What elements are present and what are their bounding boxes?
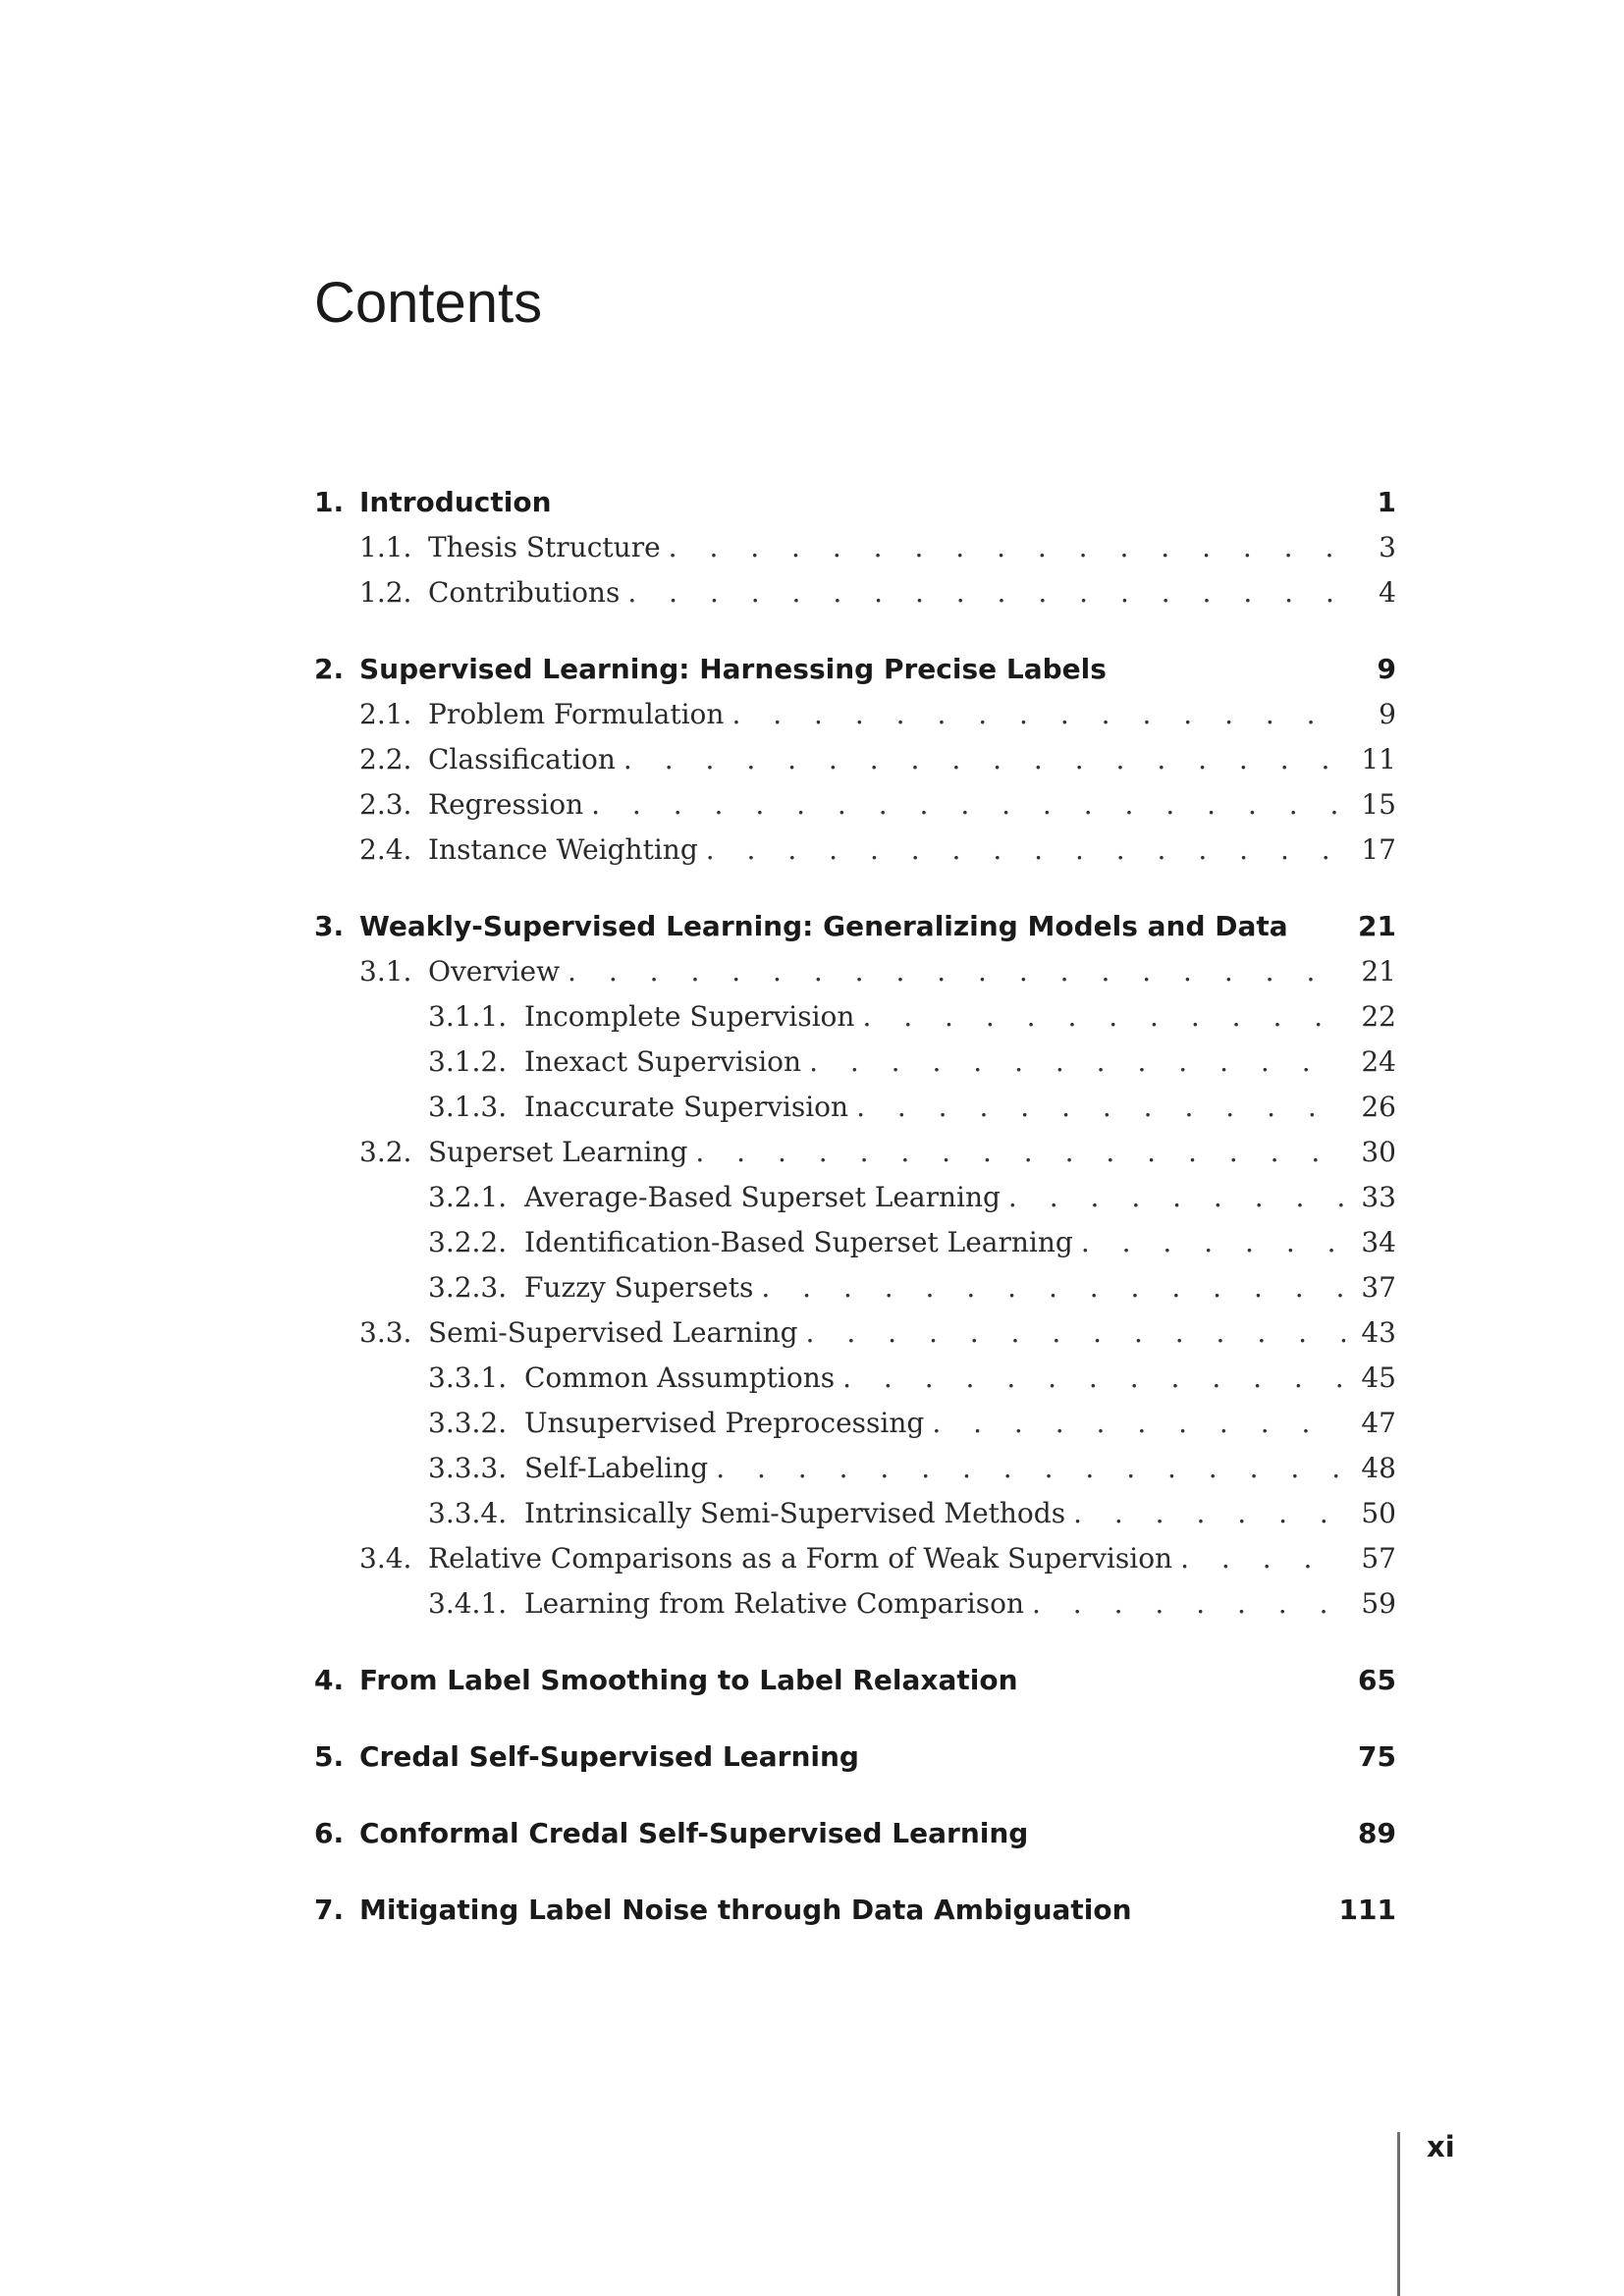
subsection-page: 26 (1361, 1091, 1396, 1123)
toc-section[interactable] (314, 576, 1396, 621)
section-number: 2.1. (359, 698, 412, 730)
toc-chapter[interactable] (314, 1817, 1396, 1862)
subsection-page: 50 (1361, 1497, 1396, 1529)
dot-leader (708, 1452, 1345, 1484)
section-page: 17 (1361, 833, 1396, 866)
chapter-page: 65 (1358, 1664, 1396, 1696)
dot-leader (698, 833, 1345, 866)
dot-leader (1073, 1226, 1345, 1258)
dot-leader (1024, 1587, 1345, 1620)
subsection-title: Inaccurate Supervision (524, 1091, 849, 1123)
dot-leader (835, 1362, 1345, 1394)
chapter-page: 89 (1358, 1817, 1396, 1849)
dot-leader (924, 1407, 1345, 1439)
toc-chapter[interactable] (314, 653, 1396, 698)
section-title: Regression (428, 788, 584, 821)
chapter-number: 2. (314, 653, 345, 685)
subsection-title: Average-Based Superset Learning (524, 1181, 1001, 1213)
toc-section[interactable] (314, 698, 1396, 743)
chapter-number: 4. (314, 1664, 345, 1696)
section-page: 15 (1361, 788, 1396, 821)
chapter-page: 9 (1377, 653, 1396, 685)
chapter-title: Mitigating Label Noise through Data Ambiguation (359, 1894, 1132, 1926)
subsection-title: Incomplete Supervision (524, 1000, 855, 1033)
section-page: 21 (1361, 955, 1396, 988)
subsection-title: Inexact Supervision (524, 1045, 802, 1078)
subsection-page: 59 (1361, 1587, 1396, 1620)
chapter-number: 5. (314, 1740, 345, 1773)
subsection-number: 3.2.2. (428, 1226, 508, 1258)
section-title: Relative Comparisons as a Form of Weak Supervision (428, 1542, 1173, 1575)
toc-subsection[interactable] (314, 1497, 1396, 1542)
table-of-contents (314, 486, 1396, 1939)
subsection-page: 47 (1361, 1407, 1396, 1439)
page-number: xi (1427, 2130, 1455, 2163)
dot-leader (753, 1271, 1345, 1304)
chapter-page: 75 (1358, 1740, 1396, 1773)
subsection-title: Common Assumptions (524, 1362, 836, 1394)
dot-leader (801, 1045, 1345, 1078)
subsection-page: 24 (1361, 1045, 1396, 1078)
section-number: 3.4. (359, 1542, 412, 1575)
toc-section[interactable] (314, 1316, 1396, 1362)
toc-chapter[interactable] (314, 910, 1396, 955)
toc-subsection[interactable] (314, 1181, 1396, 1226)
toc-section[interactable] (314, 531, 1396, 576)
chapter-title: Supervised Learning: Harnessing Precise Labels (359, 653, 1107, 685)
chapter-title: From Label Smoothing to Label Relaxation (359, 1664, 1018, 1696)
page-title: Contents (314, 271, 543, 335)
subsection-page: 37 (1361, 1271, 1396, 1304)
toc-subsection[interactable] (314, 1452, 1396, 1497)
chapter-page: 111 (1338, 1894, 1396, 1926)
toc-subsection[interactable] (314, 1271, 1396, 1316)
subsection-title: Fuzzy Supersets (524, 1271, 754, 1304)
toc-subsection[interactable] (314, 1407, 1396, 1452)
toc-chapter[interactable] (314, 1894, 1396, 1939)
toc-subsection[interactable] (314, 1000, 1396, 1045)
dot-leader (1172, 1542, 1345, 1575)
subsection-number: 3.4.1. (428, 1587, 508, 1620)
subsection-number: 3.2.1. (428, 1181, 508, 1213)
subsection-page: 45 (1361, 1362, 1396, 1394)
section-page: 30 (1361, 1136, 1396, 1168)
section-title: Overview (428, 955, 561, 988)
subsection-number: 3.1.1. (428, 1000, 508, 1033)
chapter-number: 6. (314, 1817, 345, 1849)
dot-leader (560, 955, 1345, 988)
section-page: 43 (1361, 1316, 1396, 1349)
dot-leader (687, 1136, 1345, 1168)
chapter-page: 1 (1377, 486, 1396, 518)
subsection-page: 48 (1361, 1452, 1396, 1484)
chapter-number: 3. (314, 910, 345, 942)
section-title: Instance Weighting (428, 833, 698, 866)
toc-chapter[interactable] (314, 1664, 1396, 1709)
chapter-page: 21 (1358, 910, 1396, 942)
chapter-title: Introduction (359, 486, 552, 518)
toc-subsection[interactable] (314, 1587, 1396, 1632)
subsection-title: Learning from Relative Comparison (524, 1587, 1024, 1620)
section-number: 3.1. (359, 955, 412, 988)
dot-leader (848, 1091, 1345, 1123)
chapter-number: 1. (314, 486, 345, 518)
toc-subsection[interactable] (314, 1091, 1396, 1136)
dot-leader (661, 531, 1345, 563)
dot-leader (583, 788, 1345, 821)
section-number: 3.2. (359, 1136, 412, 1168)
section-title: Thesis Structure (428, 531, 661, 563)
page-margin-rule (1397, 2132, 1400, 2296)
toc-chapter[interactable] (314, 1740, 1396, 1786)
dot-leader (854, 1000, 1345, 1033)
section-title: Contributions (428, 576, 621, 609)
section-title: Problem Formulation (428, 698, 725, 730)
subsection-number: 3.3.2. (428, 1407, 508, 1439)
toc-section[interactable] (314, 1542, 1396, 1587)
subsection-title: Self-Labeling (524, 1452, 709, 1484)
dot-leader (1065, 1497, 1345, 1529)
dot-leader (620, 576, 1345, 609)
section-number: 1.2. (359, 576, 412, 609)
section-title: Superset Learning (428, 1136, 688, 1168)
section-page: 3 (1379, 531, 1396, 563)
chapter-title: Conformal Credal Self-Supervised Learning (359, 1817, 1029, 1849)
section-number: 2.4. (359, 833, 412, 866)
subsection-number: 3.3.3. (428, 1452, 508, 1484)
section-page: 9 (1379, 698, 1396, 730)
subsection-page: 34 (1361, 1226, 1396, 1258)
section-page: 11 (1361, 743, 1396, 775)
toc-section[interactable] (314, 743, 1396, 788)
subsection-title: Identification-Based Superset Learning (524, 1226, 1073, 1258)
chapter-title: Credal Self-Supervised Learning (359, 1740, 859, 1773)
section-number: 2.2. (359, 743, 412, 775)
section-number: 3.3. (359, 1316, 412, 1349)
chapter-title: Weakly-Supervised Learning: Generalizing Models and Data (359, 910, 1288, 942)
subsection-number: 3.3.1. (428, 1362, 508, 1394)
section-page: 57 (1361, 1542, 1396, 1575)
section-title: Semi-Supervised Learning (428, 1316, 798, 1349)
subsection-page: 33 (1361, 1181, 1396, 1213)
section-page: 4 (1379, 576, 1396, 609)
subsection-number: 3.3.4. (428, 1497, 508, 1529)
section-number: 2.3. (359, 788, 412, 821)
dot-leader (798, 1316, 1345, 1349)
subsection-title: Intrinsically Semi-Supervised Methods (524, 1497, 1066, 1529)
dot-leader (724, 698, 1345, 730)
subsection-number: 3.1.2. (428, 1045, 508, 1078)
toc-section[interactable] (314, 788, 1396, 833)
toc-chapter[interactable] (314, 486, 1396, 531)
subsection-title: Unsupervised Preprocessing (524, 1407, 925, 1439)
toc-subsection[interactable] (314, 1045, 1396, 1091)
toc-section[interactable] (314, 955, 1396, 1000)
toc-subsection[interactable] (314, 1226, 1396, 1271)
subsection-number: 3.2.3. (428, 1271, 508, 1304)
subsection-page: 22 (1361, 1000, 1396, 1033)
toc-section[interactable] (314, 1136, 1396, 1181)
dot-leader (1001, 1181, 1345, 1213)
chapter-number: 7. (314, 1894, 345, 1926)
toc-subsection[interactable] (314, 1362, 1396, 1407)
section-number: 1.1. (359, 531, 412, 563)
section-title: Classification (428, 743, 616, 775)
subsection-number: 3.1.3. (428, 1091, 508, 1123)
dot-leader (616, 743, 1345, 775)
toc-section[interactable] (314, 833, 1396, 879)
